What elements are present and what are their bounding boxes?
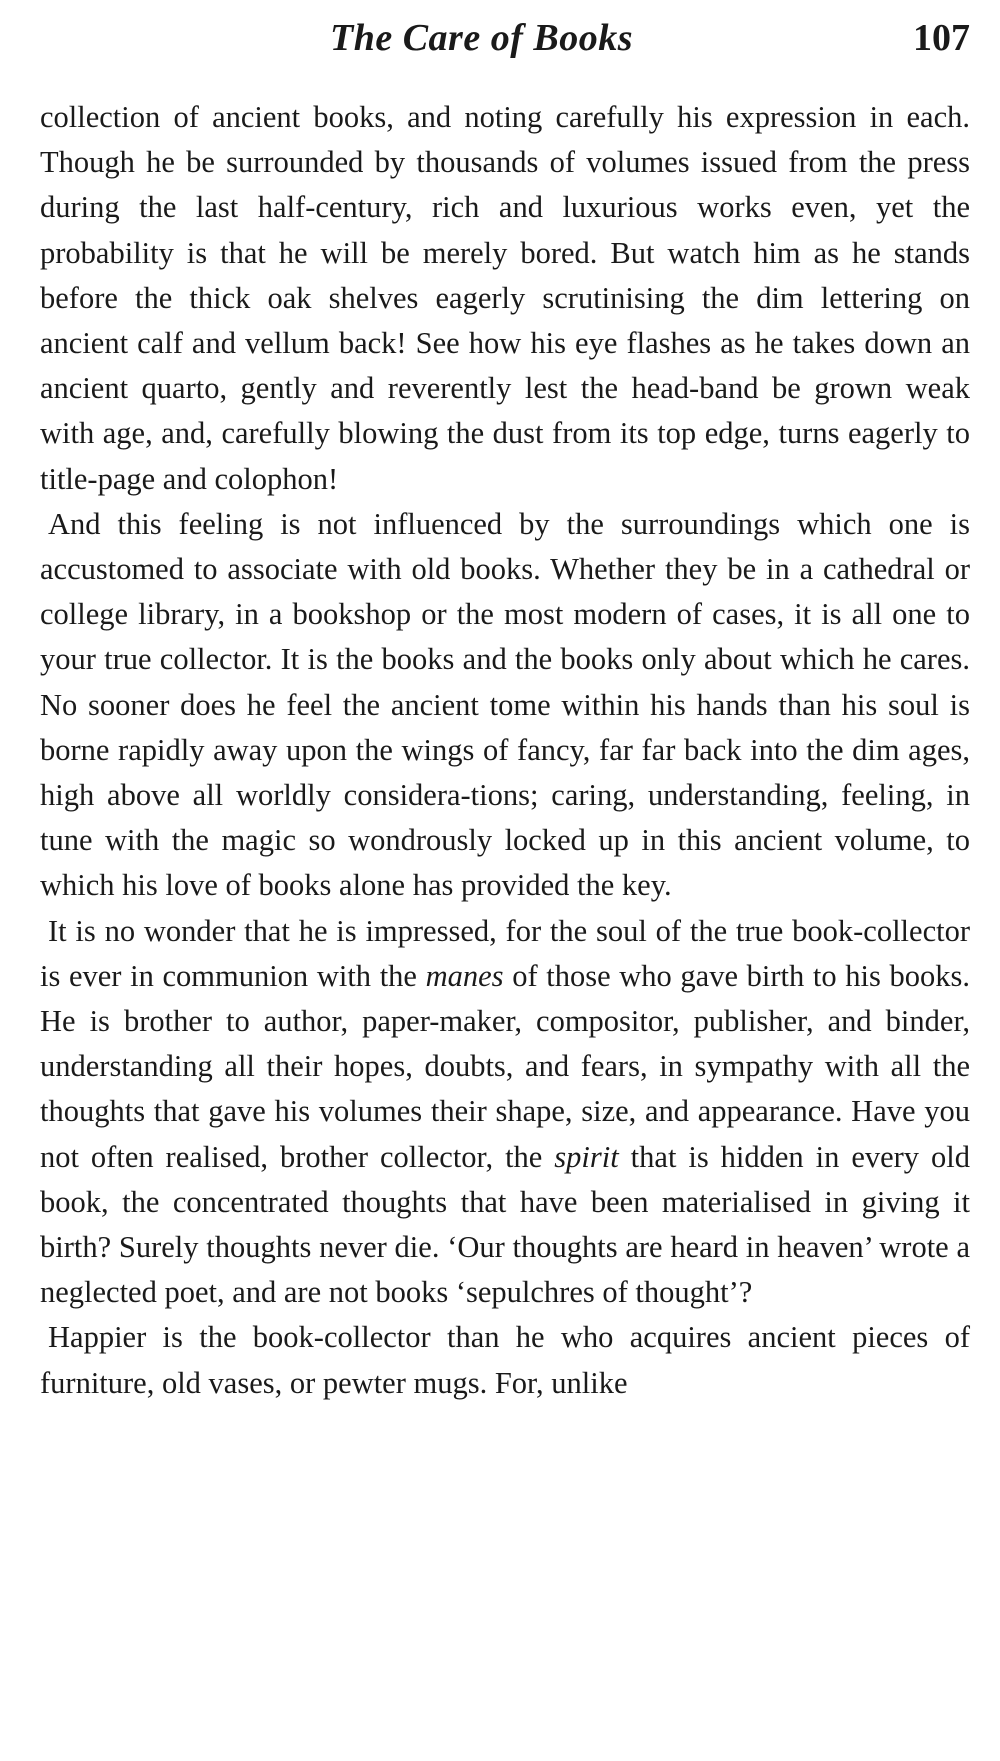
paragraph-text: that is hidden in every old book, the concentrated thoughts that have been materialised in giving it birth? Surely thoughts never die. ‘Our thoughts are heard in heaven’ wrote a neglected poet, and are not books ‘sepulchres of thought’? [40,1139,970,1310]
page-number: 107 [913,17,970,59]
italic-term-manes: manes [425,958,504,993]
paragraph [40,1315,970,1405]
paragraph-text: collection of ancient books, and noting carefully his expression in each. Though he be surrounded by thousands of volumes issued from the press during the last half-century, rich and luxurious works even, yet the probability is that he will be merely bored. But watch him as he stands before the thick oak shelves eagerly scrutinising the dim lettering on ancient calf and vellum back! See how his eye flashes as he takes down an ancient quarto, gently and reverently lest the head-band be grown weak with age, and, carefully blowing the dust from its top edge, turns eagerly to title-page and colophon! [40,100,970,496]
paragraph-text: of those who gave birth to his books. He is brother to author, paper-maker, compositor, publisher, and binder, understanding all their hopes, doubts, and fears, in sympathy with all the thoughts that gave his volumes their shape, size, and appearance. Have you not often realised, brother collector, the [40,958,970,1174]
paragraph-text: Happier is the book-collector than he who acquires ancient pieces of furniture, old vases, or pewter mugs. For, unlike [40,1320,970,1400]
running-title: The Care of Books [330,17,633,59]
paragraph [40,95,970,502]
italic-term-spirit: spirit [554,1139,619,1174]
paragraph [40,909,970,1316]
paragraph-text: And this feeling is not influenced by the surroundings which one is accustomed to associate with old books. Whether they be in a cathedral or college library, in a bookshop or the most modern of cases, it is all one to your true collector. It is the books and the books only about which he cares. No sooner does he feel the ancient tome within his hands than his soul is borne rapidly away upon the wings of fancy, far far back into the dim ages, high above all worldly considera-tions; caring, understanding, feeling, in tune with the magic so wondrously locked up in this ancient volume, to which his love of books alone has provided the key. [40,506,970,903]
paragraph [40,502,970,909]
paragraph-text: It is no wonder that he is impressed, for the soul of the true book-collector is ever in communion with the [40,913,970,993]
body-text [40,95,970,1406]
page-header [0,14,1000,70]
